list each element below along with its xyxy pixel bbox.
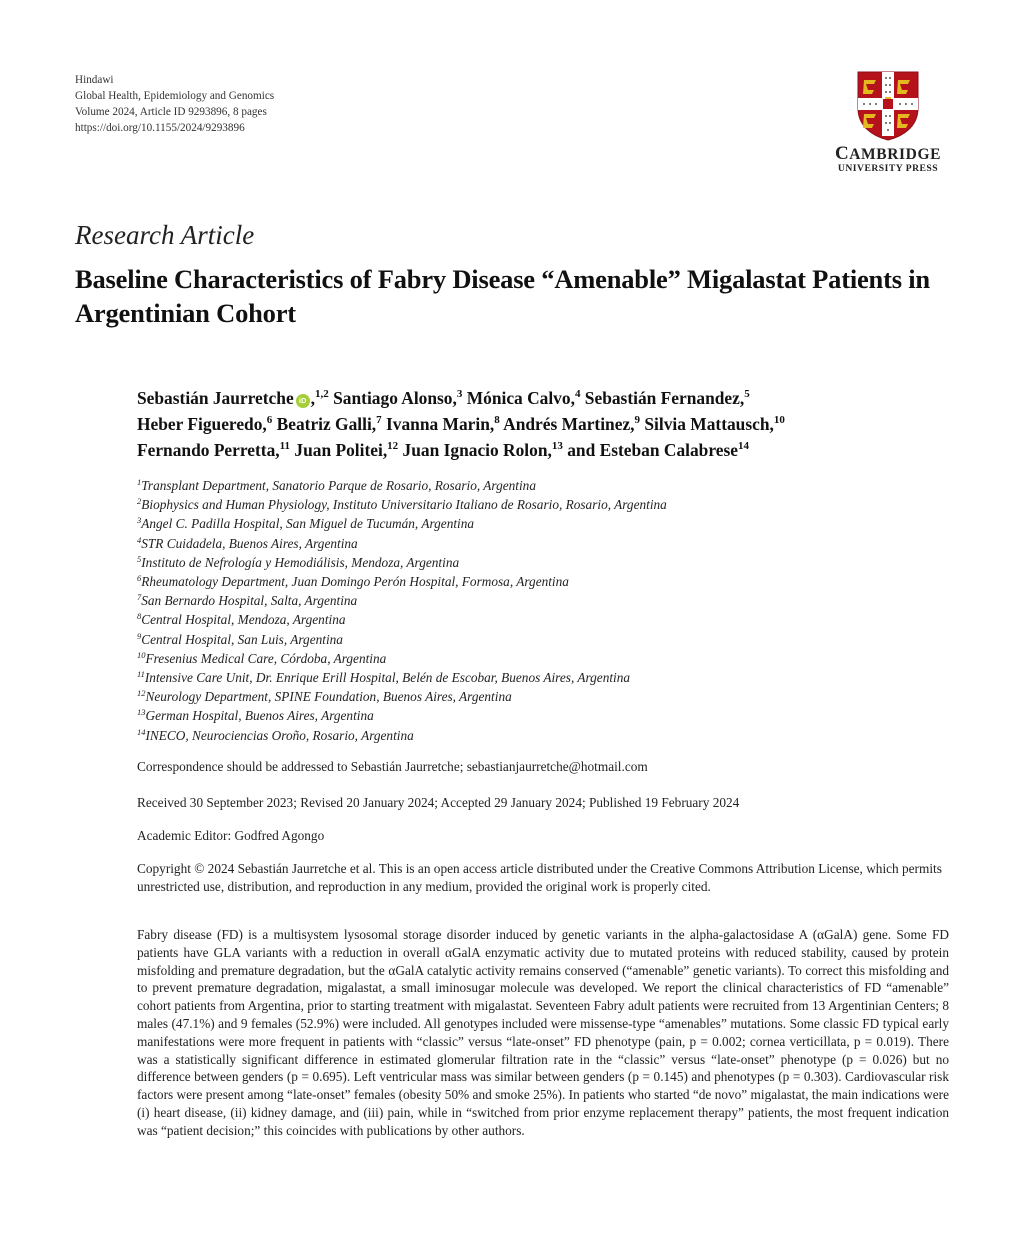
affiliation: $^8$Central Hospital, Mendoza, Argentina	[137, 611, 346, 628]
affiliation: $^4$STR Cuidadela, Buenos Aires, Argentina	[137, 534, 358, 551]
copyright-notice: Copyright © 2024 Sebastián Jaurretche et al. This is an open access article distributed under the Creative Commons Attribution License, which permits unrestricted use, distribution, and reproduction in any medium, provided the original work is properly cited.	[137, 861, 942, 894]
author[interactable]: Beatriz Galli,$^7$	[276, 414, 382, 434]
logo-wordmark: CAMBRIDGE	[834, 143, 942, 164]
affiliation: $^9$Central Hospital, San Luis, Argentina	[137, 630, 343, 647]
affiliation: $^{14}$INECO, Neurociencias Oroño, Rosario, Argentina	[137, 726, 414, 743]
affiliation: $^5$Instituto de Nefrología y Hemodiálisis, Mendoza, Argentina	[137, 553, 460, 570]
author[interactable]: Juan Politei,$^{12}$	[294, 440, 399, 460]
affiliation: $^7$San Bernardo Hospital, Salta, Argentina	[137, 592, 358, 609]
affiliation: $^1$Transplant Department, Sanatorio Parque de Rosario, Rosario, Argentina	[137, 477, 536, 493]
article-title: Baseline Characteristics of Fabry Disease “Amenable” Migalastat Patients in Argentinian Cohort	[75, 264, 930, 328]
author[interactable]: Juan Ignacio Rolon,$^{13}$	[402, 440, 563, 460]
author[interactable]: Mónica Calvo,$^4$	[466, 388, 581, 408]
affiliation: $^{13}$German Hospital, Buenos Aires, Argentina	[137, 707, 374, 724]
author[interactable]: Santiago Alonso,$^3$	[333, 388, 463, 408]
author-list	[137, 385, 957, 463]
doi-link[interactable]: https://doi.org/10.1155/2024/9293896	[75, 122, 245, 134]
abstract-text: Fabry disease (FD) is a multisystem lysosomal storage disorder induced by genetic variants in the alpha-galactosidase A (αGalA) gene. Some FD patients have GLA variants with a reduction in overall αGalA enzymatic activity due to mutated proteins with reduced stability, caused by protein misfolding and premature degradation, but the αGalA catalytic activity remains conserved (“amenable” genetic variants). To correct this misfolding and to prevent premature degradation, migalastat, a small iminosugar molecule was developed. We report the clinical characteristics of FD “amenable” cohort patients from Argentina, prior to starting treatment with migalastat. Seventeen Fabry adult patients were recruited from 13 Argentinian Centers; 8 males (47.1%) and 9 females (52.9%) were included. All genotypes included were missense-type “amenables” mutations. Some classic FD typical early manifestations were more frequent in patients with “classic” versus “late-onset” FD phenotype (pain, p = 0.002; cornea verticillata, p = 0.019). There was a statistically significant difference in estimated glomerular filtration rate in the “classic” versus “late-onset” phenotype (p = 0.026) but no difference between genders (p = 0.695). Left ventricular mass was similar between genders (p = 0.145) and phenotypes (p = 0.303). Cardiovascular risk factors were present among “late-onset” females (obesity 50% and smoke 25%). In patients who started “de novo” migalastat, the main indications were (i) heart disease, (ii) kidney damage, and (iii) pain, while in “switched from prior enzyme replacement therapy” patients, the most frequent indication was “patient decision;” this coincides with publications by other authors.	[137, 927, 949, 1138]
logo-subtitle: UNIVERSITY PRESS	[837, 163, 939, 174]
article-type: Research Article	[75, 220, 255, 250]
academic-editor: Academic Editor: Godfred Agongo	[137, 828, 325, 843]
author[interactable]: Ivanna Marin,$^8$	[386, 414, 500, 434]
affiliation: $^2$Biophysics and Human Physiology, Instituto Universitario Italiano de Rosario, Rosario, Argentina	[137, 496, 667, 513]
author[interactable]: Andrés Martinez,$^9$	[503, 414, 641, 434]
journal-name: Global Health, Epidemiology and Genomics	[75, 90, 275, 102]
affiliation: $^{12}$Neurology Department, SPINE Foundation, Buenos Aires, Argentina	[137, 688, 512, 705]
cambridge-logo	[826, 70, 950, 175]
publication-dates: Received 30 September 2023; Revised 20 January 2024; Accepted 29 January 2024; Published 19 February 2024	[137, 795, 740, 810]
author-conjunction: and	[567, 440, 596, 460]
author[interactable]: Esteban Calabrese$^{14}$	[599, 440, 749, 460]
author[interactable]: Fernando Perretta,$^{11}$	[137, 440, 291, 460]
author[interactable]: Silvia Mattausch,$^{10}$	[644, 414, 785, 434]
author[interactable]: Heber Figueredo,$^6$	[137, 414, 273, 434]
cambridge-shield-icon	[856, 70, 920, 142]
affiliation: $^3$Angel C. Padilla Hospital, San Miguel de Tucumán, Argentina	[137, 515, 475, 532]
orcid-icon[interactable]: iD	[296, 394, 310, 408]
volume-info: Volume 2024, Article ID 9293896, 8 pages	[75, 106, 267, 118]
publisher-name: Hindawi	[75, 74, 114, 86]
journal-header	[75, 72, 274, 136]
correspondence-line: Correspondence should be addressed to Sebastián Jaurretche; sebastianjaurretche@hotmail.com	[137, 759, 648, 774]
author[interactable]: Sebastián Jaurretche iD ,$^{1,2}$	[137, 388, 329, 408]
affiliation: $^6$Rheumatology Department, Juan Domingo Perón Hospital, Formosa, Argentina	[137, 573, 569, 590]
affiliation: $^{11}$Intensive Care Unit, Dr. Enrique Erill Hospital, Belén de Escobar, Buenos Aires, Argentina	[137, 669, 631, 686]
author[interactable]: Sebastián Fernandez,$^5$	[584, 388, 750, 408]
affiliations-list	[137, 476, 667, 745]
affiliation: $^{10}$Fresenius Medical Care, Córdoba, Argentina	[137, 649, 387, 666]
